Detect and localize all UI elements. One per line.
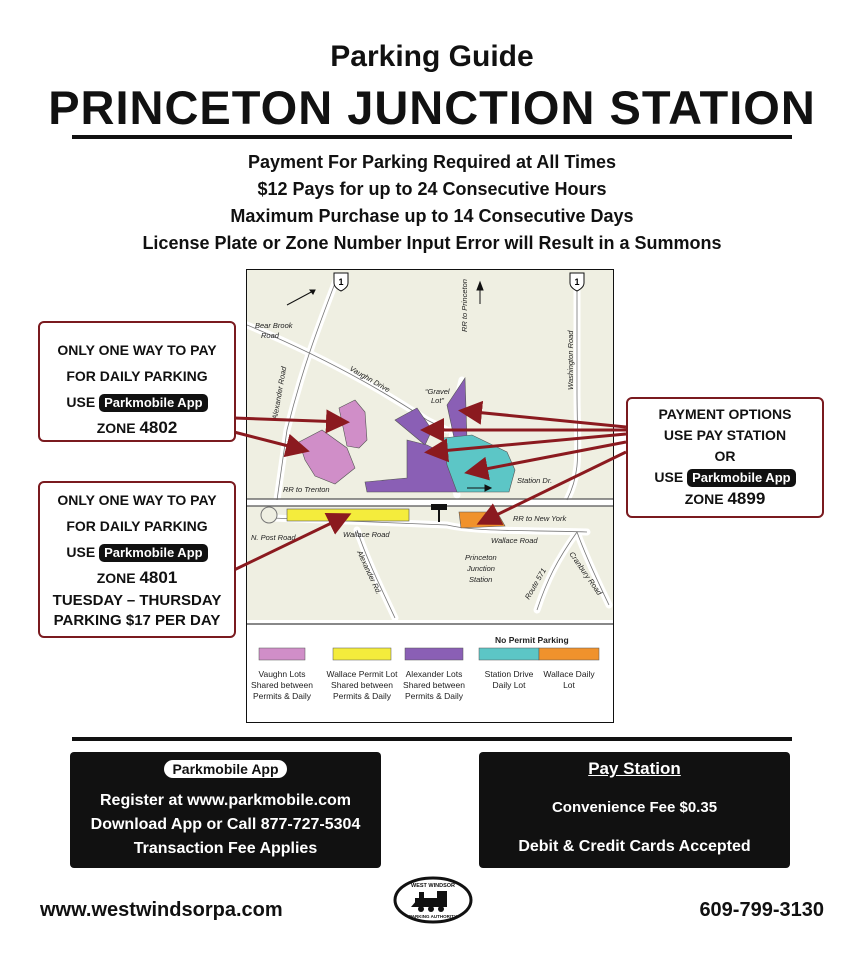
svg-text:1: 1 [338,277,344,287]
logo-bottom-text: PARKING AUTHORITY [409,914,457,919]
callout-zone-4801 [38,481,236,638]
zone-number-4899: 4899 [727,489,766,508]
page-subtitle: Parking Guide [330,40,534,73]
callout-4899-line1: PAYMENT OPTIONS [658,406,792,422]
parkmobile-app-badge: Parkmobile App [99,544,207,562]
label-cranbury-road: Cranbury Road [567,549,604,597]
callout-zone-4802 [38,321,236,442]
parkmobile-info-box [70,752,381,868]
footer-divider [72,737,792,741]
label-n-post-road: N. Post Road [251,533,296,542]
legend-wallace-permit-l2: Shared between [331,680,393,690]
label-station-name-2: Junction [467,564,495,573]
page-title: PRINCETON JUNCTION STATION [48,81,816,134]
callout-4802-use-row [40,389,234,415]
rule-line-3: Maximum Purchase up to 14 Consecutive Days [230,206,634,226]
label-rr-trenton: RR to Trenton [283,485,330,494]
legend-station-drive-l2: Daily Lot [492,680,526,690]
footer-website-link[interactable]: www.westwindsorpa.com [40,899,283,921]
rule-line-2: $12 Pays for up to 24 Consecutive Hours [257,179,607,199]
parking-authority-logo [393,876,473,924]
rule-line-4: License Plate or Zone Number Input Error will Result in a Summons [142,233,722,253]
legend-wallace-permit-l3: Permits & Daily [332,691,392,701]
parkmobile-register-line: Register at www.parkmobile.com [99,792,352,809]
legend-alexander-l2: Shared between [403,680,465,690]
pay-station-cards-line: Debit & Credit Cards Accepted [518,838,751,855]
legend-vaughn-l1: Vaughn Lots [258,669,306,679]
label-alexander-road: Alexander Road [270,365,289,421]
label-gravel-lot-2: Lot” [431,396,444,405]
legend-no-permit: No Permit Parking [495,635,569,645]
rule-line-1: Payment For Parking Required at All Times [247,152,617,172]
pay-station-info-box [479,752,790,868]
zone-number-4801: 4801 [139,568,178,587]
callout-4899-use: USE [654,469,684,485]
label-gravel-lot: “Gravel [425,387,450,396]
zone-number-4802: 4802 [139,418,178,437]
parkmobile-fee-line: Transaction Fee Applies [133,840,318,857]
callout-4801-line2: FOR DAILY PARKING [66,518,208,534]
legend-wallace-permit-l1: Wallace Permit Lot [326,669,398,679]
parkmobile-app-badge: Parkmobile App [99,394,207,412]
footer-phone-number: 609-799-3130 [699,899,824,921]
label-washington-road: Washington Road [566,330,575,390]
parkmobile-download-line: Download App or Call 877-727-5304 [90,816,361,833]
label-wallace-road-right: Wallace Road [491,536,538,545]
callout-4899-line2: USE PAY STATION [663,427,787,443]
pay-station-title: Pay Station [588,759,681,778]
callout-4899-zone-label: ZONE [684,491,724,507]
legend-station-drive-l1: Station Drive [484,669,534,679]
callout-4801-zone-label: ZONE [96,570,136,586]
label-bear-brook-road: Road [261,331,279,340]
label-rr-princeton: RR to Princeton [460,279,469,332]
parkmobile-app-badge-white: Parkmobile App [164,760,286,778]
label-station-name-3: Station [469,575,493,584]
callout-4801-zone-row [40,565,234,591]
logo-top-text: WEST WINDSOR [411,883,455,889]
label-rr-new-york: RR to New York [513,514,567,523]
callout-4802-zone-label: ZONE [96,420,136,436]
legend-vaughn-l2: Shared between [251,680,313,690]
legend-alexander-l3: Permits & Daily [404,691,464,701]
label-station-name-1: Princeton [465,553,497,562]
label-vaughn-drive: Vaughn Drive [348,363,392,395]
callout-4801-days: TUESDAY – THURSDAY [52,592,222,609]
label-station-dr: Station Dr. [517,476,553,485]
callout-4802-line2: FOR DAILY PARKING [66,368,208,384]
svg-text:1: 1 [574,277,580,287]
callout-4801-line1: ONLY ONE WAY TO PAY [57,492,217,508]
callout-4801-rate: PARKING $17 PER DAY [53,612,221,629]
callout-4899-zone-row [628,488,822,510]
legend-alexander-l1: Alexander Lots [405,669,463,679]
pay-station-fee-line: Convenience Fee $0.35 [551,799,718,816]
label-route-571: Route 571 [522,566,549,601]
label-bear-brook: Bear Brook [255,321,293,330]
callout-4899-use-row [628,467,822,488]
callout-4899-line3: OR [714,448,736,464]
label-alexander-rd: Alexander Rd. [355,549,384,596]
callout-4802-use: USE [66,394,96,410]
label-wallace-road-left: Wallace Road [343,530,390,539]
legend-vaughn-l3: Permits & Daily [252,691,312,701]
callout-4802-zone-row [40,415,234,441]
parkmobile-app-badge: Parkmobile App [687,469,795,487]
callout-4802-line1: ONLY ONE WAY TO PAY [57,342,217,358]
callout-zone-4899 [626,397,824,518]
legend-wallace-daily-l2: Lot [563,680,575,690]
legend-wallace-daily-l1: Wallace Daily [543,669,595,679]
callout-4801-use: USE [66,544,96,560]
callout-4801-use-row [40,539,234,565]
